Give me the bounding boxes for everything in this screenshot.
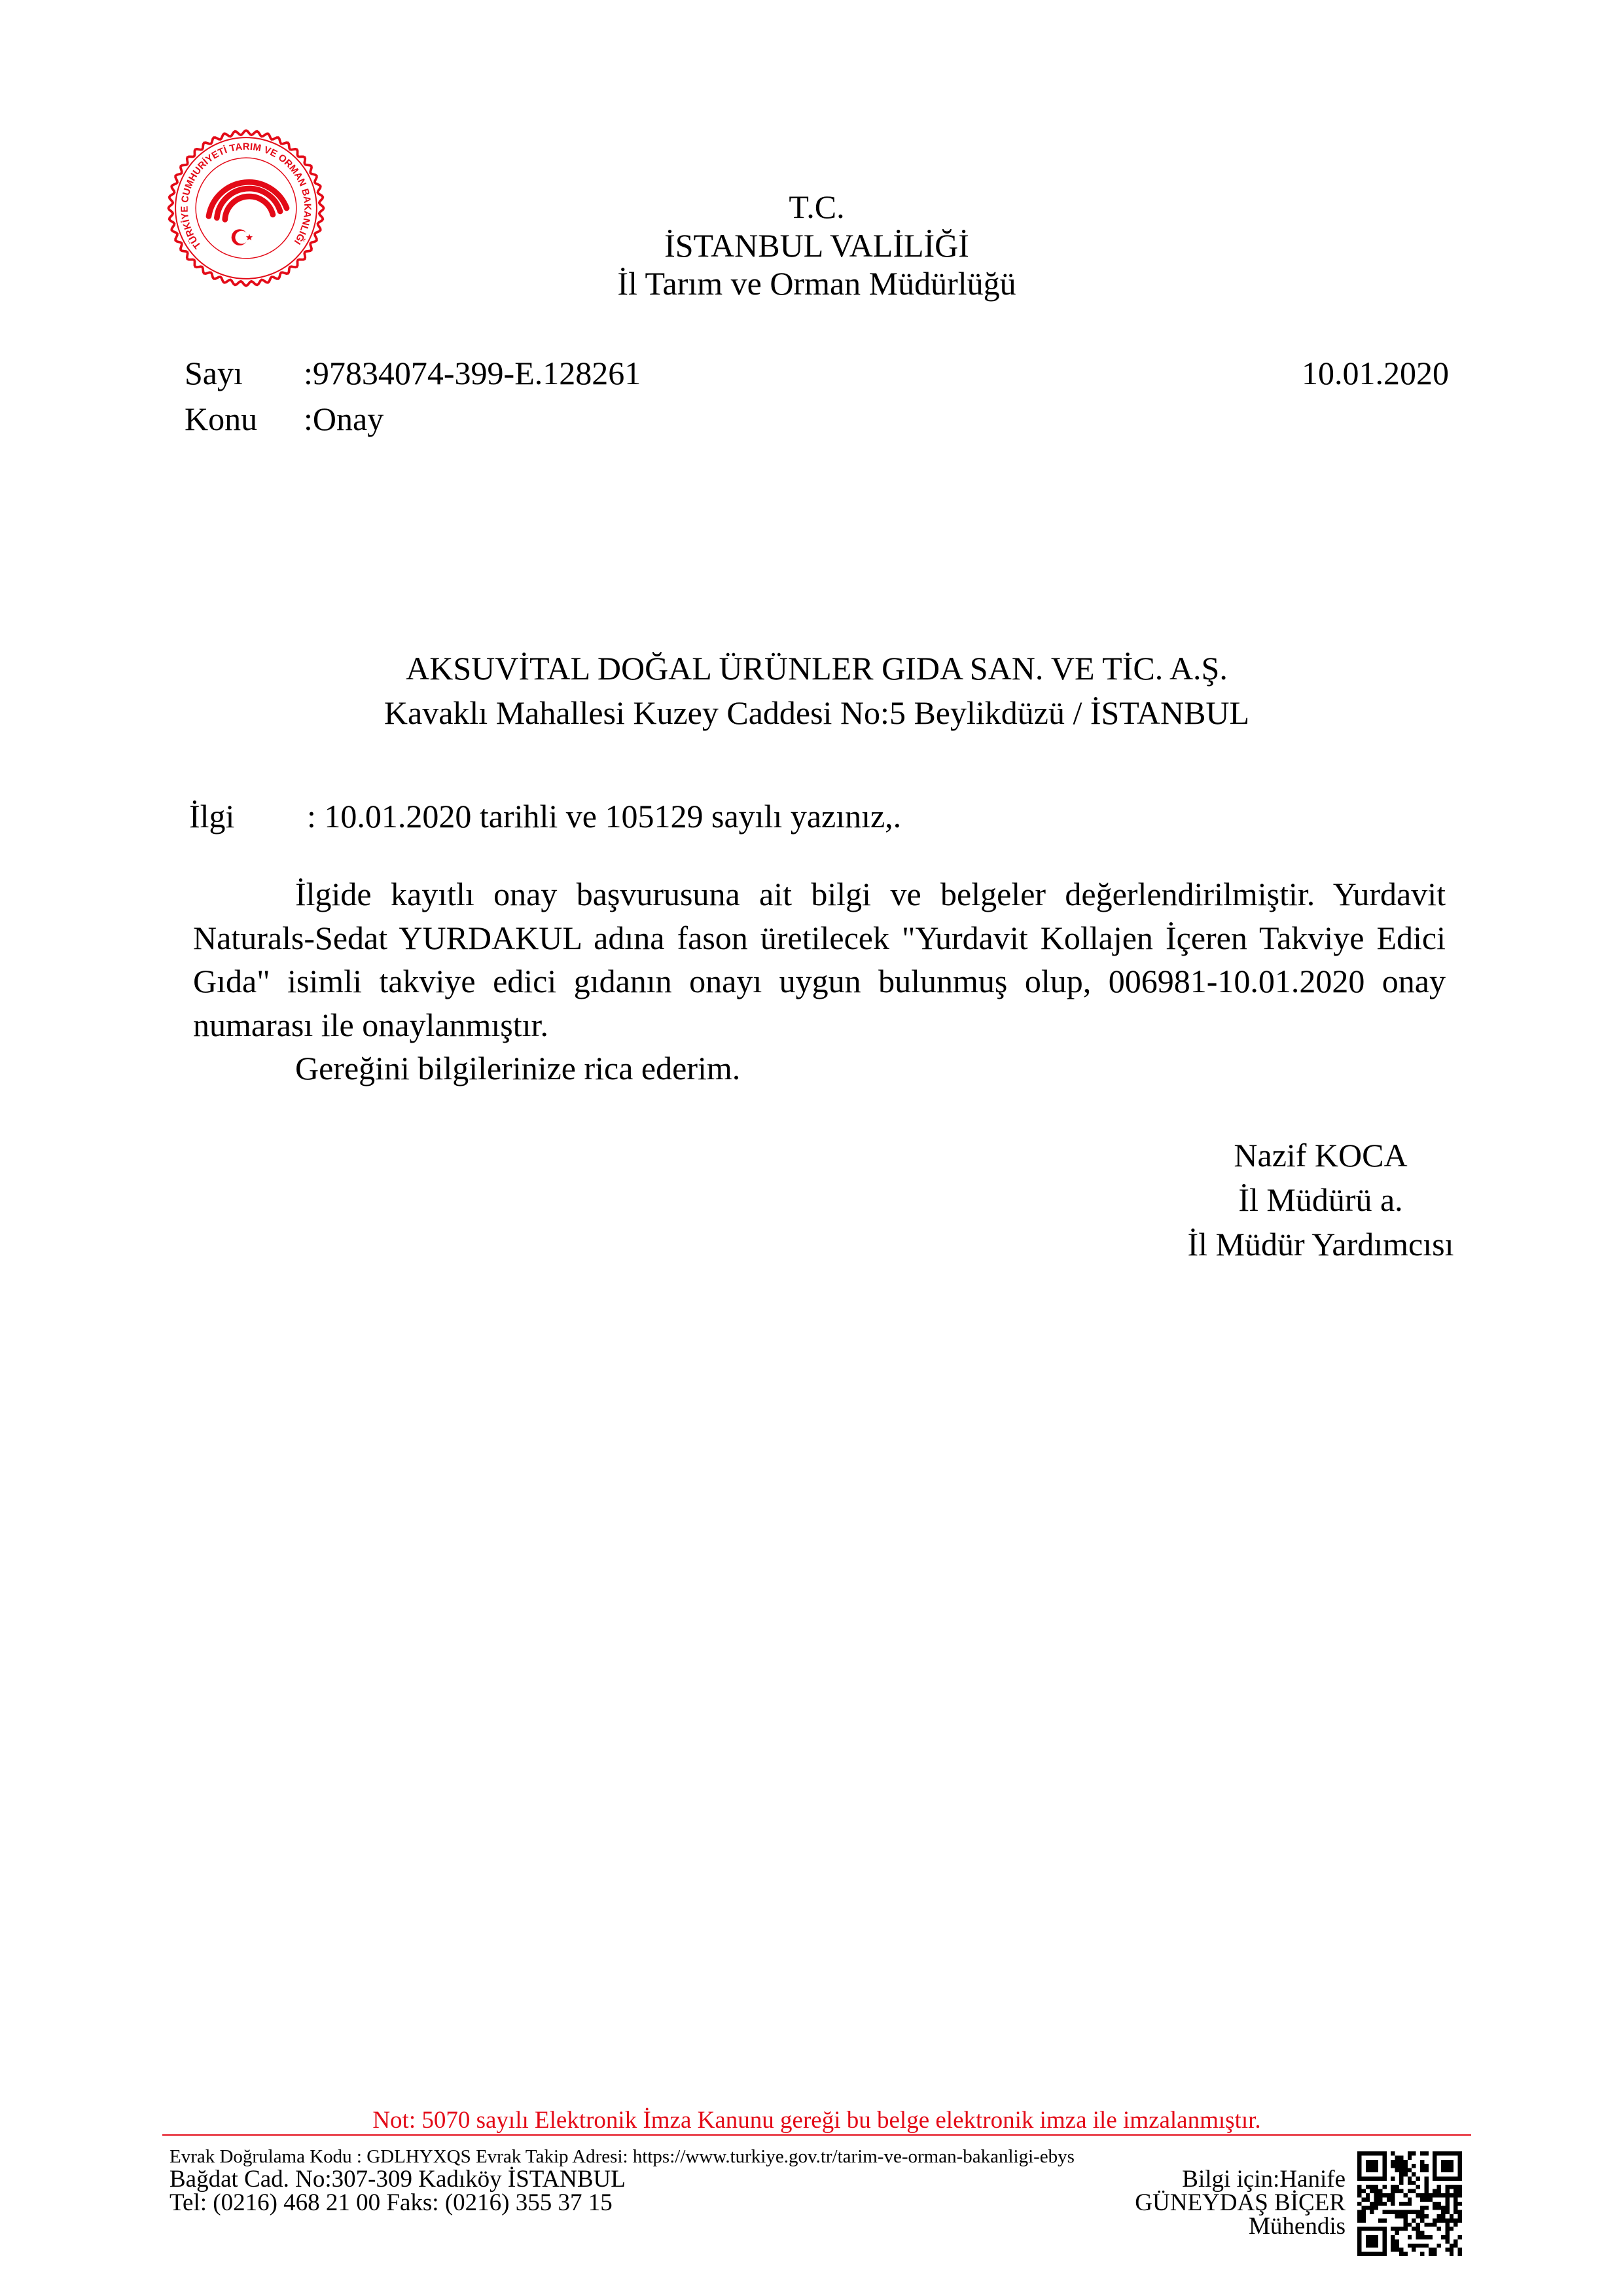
letterhead-governorship: İSTANBUL VALİLİĞİ xyxy=(664,226,969,264)
sayi-row xyxy=(185,350,1449,396)
body-line: numarası ile onaylanmıştır. xyxy=(193,1006,548,1043)
body-line: Gıda" isimli takviye edici gıdanın onayı uygun bulunmuş olup, 006981-10.01.2020 onay xyxy=(193,963,1446,999)
recipient-name: AKSUVİTAL DOĞAL ÜRÜNLER GIDA SAN. VE TİC. A.Ş. xyxy=(406,650,1228,687)
document-meta xyxy=(185,350,1449,442)
verification-code: GDLHYXQS xyxy=(366,2146,471,2167)
letterhead xyxy=(490,188,1144,303)
tracking-label: Evrak Takip Adresi: xyxy=(475,2146,628,2167)
ministry-seal-logo xyxy=(165,127,327,289)
contact-name: GÜNEYDAŞ BİÇER xyxy=(1135,2189,1346,2216)
body-line: İlgide kayıtlı onay başvurusuna ait bilgi ve belgeler değerlendirilmiştir. Yurdavit xyxy=(295,876,1446,912)
body-line: Naturals-Sedat YURDAKUL adına fason üretilecek "Yurdavit Kollajen İçeren Takviye Edici xyxy=(193,919,1446,956)
letterhead-state: T.C. xyxy=(789,188,845,225)
reference-label: İlgi xyxy=(189,798,235,834)
contact-label: Bilgi için:Hanife xyxy=(1182,2166,1346,2193)
letterhead-directorate: İl Tarım ve Orman Müdürlüğü xyxy=(617,265,1016,302)
reference-row xyxy=(189,794,1446,838)
signatory-title: İl Müdürü a. xyxy=(1238,1181,1403,1218)
sayi-value: :97834074-399-E.128261 xyxy=(304,355,641,391)
footer-divider xyxy=(162,2134,1471,2136)
office-address: Bağdat Cad. No:307-309 Kadıköy İSTANBUL xyxy=(169,2166,626,2193)
seal-outer-scallop xyxy=(168,130,323,285)
closing-line: Gereğini bilgilerinize rica ederim. xyxy=(295,1050,741,1086)
phone-fax: Tel: (0216) 468 21 00 Faks: (0216) 355 37 15 xyxy=(169,2189,613,2216)
seal-outer-ring xyxy=(175,137,317,279)
tracking-url: https://www.turkiye.gov.tr/tarim-ve-orman-bakanligi-ebys xyxy=(632,2146,1075,2167)
konu-label: Konu xyxy=(185,401,258,437)
recipient-block xyxy=(162,646,1471,735)
qr-code xyxy=(1357,2151,1462,2256)
signature-block xyxy=(1124,1133,1517,1266)
signatory-name: Nazif KOCA xyxy=(1234,1137,1408,1174)
e-signature-note: Not: 5070 sayılı Elektronik İmza Kanunu gereği bu belge elektronik imza ile imzalanmıştır. xyxy=(372,2107,1261,2134)
seal-ring-text: TÜRKİYE CUMHURİYETİ TARIM VE ORMAN BAKANLIĞI xyxy=(179,141,313,251)
sayi-label: Sayı xyxy=(185,355,243,391)
signatory-position: İl Müdür Yardımcısı xyxy=(1187,1226,1454,1263)
reference-value: : 10.01.2020 tarihli ve 105129 sayılı yazınız,. xyxy=(307,798,902,834)
verification-line xyxy=(169,2145,1282,2168)
crescent-star-icon xyxy=(232,229,253,245)
contact-block xyxy=(953,2168,1346,2238)
document-date: 10.01.2020 xyxy=(1302,355,1449,391)
recipient-address: Kavaklı Mahallesi Kuzey Caddesi No:5 Beylikdüzü / İSTANBUL xyxy=(383,694,1250,731)
seal-fan-emblem xyxy=(209,182,287,219)
konu-value: :Onay xyxy=(304,401,384,437)
verification-label: Evrak Doğrulama Kodu : xyxy=(169,2146,362,2167)
konu-row xyxy=(185,396,1449,442)
letter-body xyxy=(193,872,1446,1090)
contact-title: Mühendis xyxy=(1249,2213,1346,2240)
